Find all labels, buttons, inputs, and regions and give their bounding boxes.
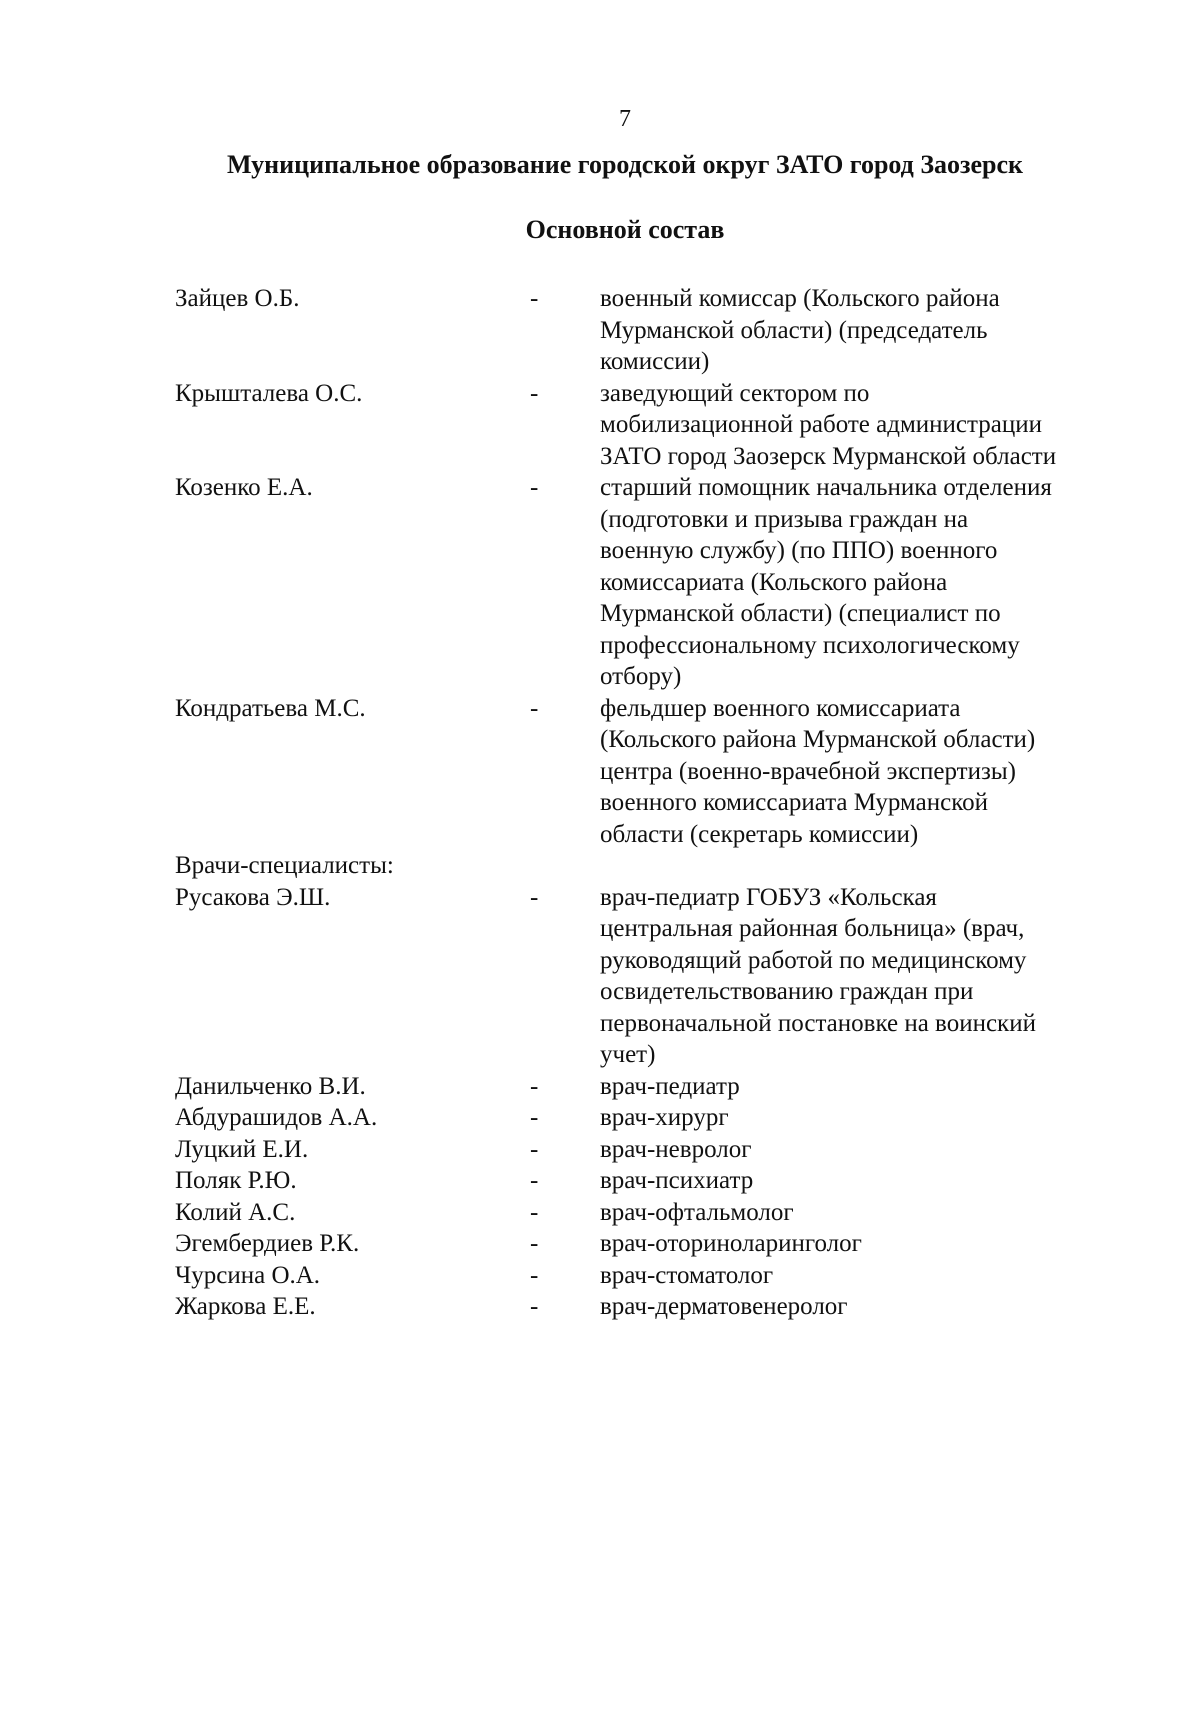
dash: - — [530, 1167, 539, 1194]
specialists-heading-row — [175, 850, 1135, 882]
role-line: (Кольского района Мурманской области) — [600, 726, 1036, 753]
dash: - — [530, 474, 539, 501]
role-line: военную службу) (по ППО) военного — [600, 537, 998, 564]
member-role — [600, 283, 1130, 378]
specialist-name: Колий А.С. — [175, 1198, 296, 1226]
specialist-row — [175, 882, 1135, 1071]
member-row — [175, 693, 1135, 851]
role-line: освидетельствованию граждан при — [600, 978, 974, 1005]
role-line: врач-педиатр — [600, 1072, 740, 1100]
specialist-row — [175, 1197, 1135, 1229]
member-name: Крышталева О.С. — [175, 379, 363, 407]
specialist-name: Поляк Р.Ю. — [175, 1167, 297, 1194]
dash: - — [530, 1072, 539, 1100]
specialist-name: Абдурашидов А.А. — [175, 1104, 378, 1131]
specialist-role — [600, 882, 1130, 1071]
dash: - — [530, 694, 539, 722]
specialist-role — [600, 1197, 1130, 1229]
member-row — [175, 472, 1135, 693]
role-line: старший помощник начальника отделения — [600, 474, 1052, 501]
role-line: Мурманской области) (специалист по — [600, 600, 1001, 627]
specialist-row — [175, 1228, 1135, 1260]
dash: - — [530, 1104, 539, 1131]
role-line: учет) — [600, 1041, 656, 1068]
specialist-name: Русакова Э.Ш. — [175, 883, 331, 911]
role-line: врач-стоматолог — [600, 1261, 774, 1289]
dash: - — [530, 1230, 539, 1257]
dash: - — [530, 1198, 539, 1226]
dash: - — [530, 1293, 539, 1320]
dash: - — [530, 285, 539, 312]
role-line: комиссариата (Кольского района — [600, 568, 948, 596]
specialist-name: Эгембердиев Р.К. — [175, 1230, 360, 1257]
specialist-role — [600, 1071, 1130, 1103]
commission-roster — [175, 283, 1135, 1323]
role-line: центральная районная больница» (врач, — [600, 915, 1025, 942]
section-subtitle: Основной состав — [525, 215, 725, 244]
role-line: военный комиссар (Кольского района — [600, 285, 1000, 312]
role-line: врач-хирург — [600, 1104, 729, 1131]
role-line: заведующий сектором по — [600, 379, 870, 407]
role-line: комиссии) — [600, 348, 710, 375]
document-title: Муниципальное образование городской округ ЗАТО город Заозерск — [226, 150, 1024, 179]
member-row — [175, 378, 1135, 473]
specialist-name: Жаркова Е.Е. — [175, 1293, 316, 1320]
role-line: первоначальной постановке на воинский — [600, 1009, 1036, 1037]
role-line: (подготовки и призыва граждан на — [600, 505, 969, 533]
dash: - — [530, 1261, 539, 1289]
specialists-heading: Врачи-специалисты: — [175, 852, 394, 879]
role-line: руководящий работой по медицинскому — [600, 946, 1027, 974]
specialist-name: Данильченко В.И. — [175, 1072, 366, 1100]
member-name: Зайцев О.Б. — [175, 285, 300, 312]
role-line: Мурманской области) (председатель — [600, 316, 988, 344]
role-line: врач-психиатр — [600, 1167, 754, 1194]
member-name: Кондратьева М.С. — [175, 694, 366, 722]
role-line: врач-дерматовенеролог — [600, 1293, 848, 1320]
specialist-role — [600, 1165, 1130, 1197]
dash: - — [530, 883, 539, 911]
role-line: отбору) — [600, 663, 682, 690]
member-role — [600, 378, 1130, 473]
specialist-row — [175, 1102, 1135, 1134]
specialist-role — [600, 1134, 1130, 1166]
specialist-role — [600, 1291, 1130, 1323]
specialist-role — [600, 1102, 1130, 1134]
role-line: фельдшер военного комиссариата — [600, 694, 961, 722]
role-line: области (секретарь комиссии) — [600, 820, 919, 848]
role-line: центра (военно-врачебной экспертизы) — [600, 757, 1016, 785]
role-line: мобилизационной работе администрации — [600, 411, 1042, 438]
role-line: врач-невролог — [600, 1135, 752, 1163]
specialist-row — [175, 1134, 1135, 1166]
role-line: военного комиссариата Мурманской — [600, 789, 988, 816]
role-line: врач-оториноларинголог — [600, 1230, 862, 1257]
role-line: профессиональному психологическому — [600, 631, 1020, 659]
dash: - — [530, 1135, 539, 1163]
specialist-row — [175, 1291, 1135, 1323]
specialist-name: Чурсина О.А. — [175, 1261, 321, 1289]
member-row — [175, 283, 1135, 378]
specialist-name: Луцкий Е.И. — [175, 1135, 309, 1163]
dash: - — [530, 379, 539, 407]
specialist-row — [175, 1165, 1135, 1197]
member-role — [600, 693, 1130, 851]
specialist-role — [600, 1228, 1130, 1260]
specialist-row — [175, 1260, 1135, 1292]
role-line: врач-офтальмолог — [600, 1198, 794, 1226]
role-line: врач-педиатр ГОБУЗ «Кольская — [600, 883, 937, 911]
specialist-row — [175, 1071, 1135, 1103]
member-role — [600, 472, 1130, 693]
page-number: 7 — [619, 106, 631, 132]
role-line: ЗАТО город Заозерск Мурманской области — [600, 442, 1057, 470]
member-name: Козенко Е.А. — [175, 474, 313, 501]
specialist-role — [600, 1260, 1130, 1292]
